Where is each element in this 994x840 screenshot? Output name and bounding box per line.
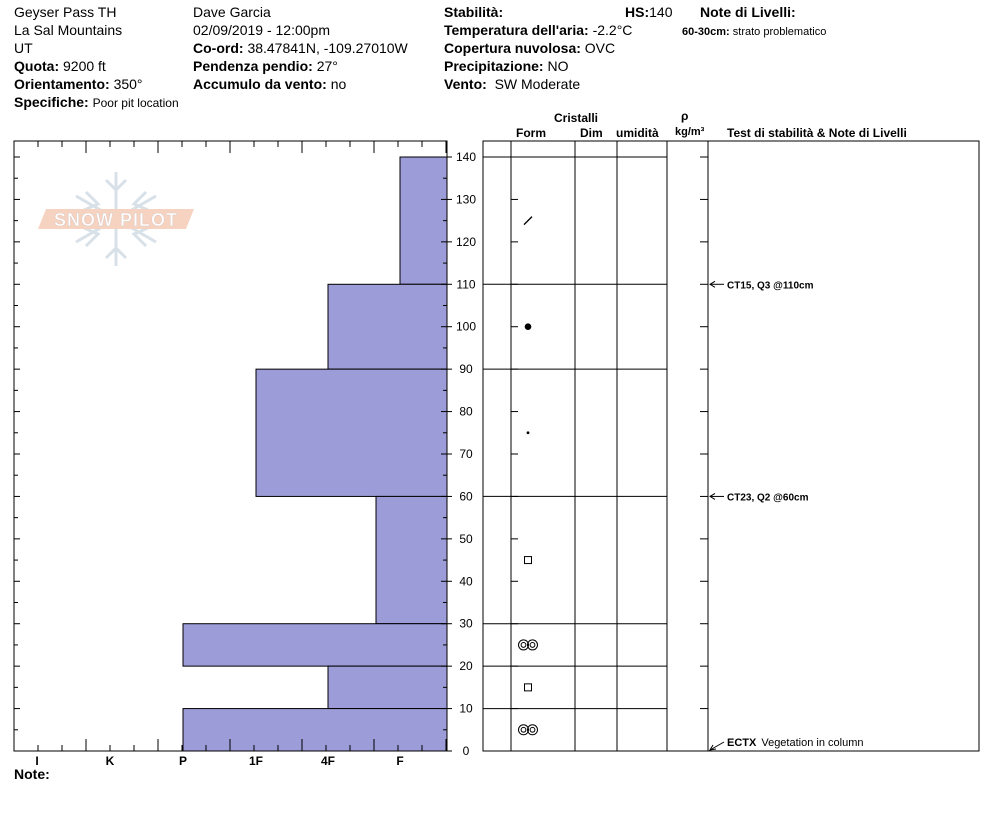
hardness-label-P: P bbox=[178, 754, 188, 768]
crystal-form-4 bbox=[519, 640, 538, 650]
hardness-bar-5 bbox=[328, 666, 447, 708]
snowpilot-logo bbox=[38, 172, 194, 266]
state: UT bbox=[14, 40, 33, 56]
test-label-0: CT15, Q3 @110cm bbox=[727, 280, 814, 292]
precip-value: NO bbox=[547, 58, 569, 74]
air-temp-value: -2.2°C bbox=[592, 22, 633, 38]
stability-test-notes bbox=[710, 280, 863, 750]
sky-value: OVC bbox=[584, 40, 616, 56]
hardness-axis bbox=[35, 754, 403, 768]
hardness-bar-0 bbox=[400, 157, 447, 284]
crystal-form-6-inner-0 bbox=[521, 727, 526, 732]
coord-value: 38.47841N, -109.27010W bbox=[247, 40, 408, 56]
hs-value: 140 bbox=[649, 4, 673, 20]
hardness-bar-4 bbox=[183, 624, 447, 666]
depth-tick-label-0: 0 bbox=[462, 744, 470, 758]
elevation-value: 9200 ft bbox=[63, 58, 106, 74]
crystal-form-0 bbox=[524, 217, 532, 225]
air-temp-label: Temperatura dell'aria: bbox=[444, 22, 589, 38]
hardness-bars bbox=[183, 157, 447, 751]
depth-axis bbox=[447, 150, 476, 758]
depth-tick-label-110: 110 bbox=[456, 277, 476, 292]
crystal-form-4-inner-0 bbox=[521, 643, 526, 648]
hardness-label-F: F bbox=[396, 754, 404, 768]
crystals-header: Cristalli bbox=[554, 111, 599, 125]
crystal-form-5 bbox=[525, 684, 532, 691]
specifics-value: Poor pit location bbox=[92, 96, 179, 110]
hardness-bar-3 bbox=[376, 496, 447, 623]
aspect-value: 350° bbox=[113, 76, 143, 92]
depth-tick-label-60: 60 bbox=[459, 489, 473, 504]
wind-label: Vento: bbox=[444, 76, 487, 92]
slope-value: 27° bbox=[316, 58, 338, 74]
tests-header: Test di stabilità & Note di Livelli bbox=[727, 126, 907, 140]
table-frame bbox=[483, 141, 979, 751]
datetime: 02/09/2019 - 12:00pm bbox=[193, 22, 330, 38]
crystal-form-6-inner-1 bbox=[530, 727, 535, 732]
precip-label: Precipitazione: bbox=[444, 58, 544, 74]
coord-label: Co-ord: bbox=[193, 40, 244, 56]
crystal-form-4-inner-1 bbox=[530, 643, 535, 648]
crystal-forms bbox=[519, 217, 538, 735]
depth-tick-label-20: 20 bbox=[459, 659, 473, 674]
crystal-form-1 bbox=[525, 323, 532, 330]
depth-tick-label-70: 70 bbox=[459, 447, 473, 461]
specifics-label: Specifiche: bbox=[14, 94, 89, 110]
layer-notes-label: Note di Livelli: bbox=[700, 4, 796, 20]
hardness-label-1F: 1F bbox=[248, 754, 264, 768]
density-unit-header: kg/m³ bbox=[675, 126, 705, 138]
wind-load-value: no bbox=[330, 76, 347, 92]
crystal-form-6 bbox=[519, 725, 538, 735]
rho-header: ρ bbox=[681, 109, 689, 123]
test-label-1: CT23, Q2 @60cm bbox=[727, 492, 809, 504]
crystal-form-3 bbox=[525, 557, 532, 564]
hs-label: HS: bbox=[625, 4, 650, 20]
dim-header: Dim bbox=[580, 126, 603, 140]
depth-tick-label-140: 140 bbox=[455, 150, 477, 164]
elevation-label: Quota: bbox=[14, 58, 60, 74]
wind-load-label: Accumulo da vento: bbox=[193, 76, 327, 92]
depth-tick-label-100: 100 bbox=[455, 319, 477, 334]
depth-tick-label-30: 30 bbox=[459, 616, 473, 631]
mountain-range: La Sal Mountains bbox=[14, 22, 123, 38]
hardness-bar-2 bbox=[256, 369, 447, 496]
depth-tick-label-90: 90 bbox=[459, 362, 473, 377]
hardness-label-K: K bbox=[105, 754, 115, 768]
form-header: Form bbox=[516, 126, 546, 140]
depth-tick-label-130: 130 bbox=[455, 192, 477, 207]
moisture-header: umidità bbox=[616, 126, 659, 140]
hardness-label-I: I bbox=[35, 754, 39, 768]
hardness-label-4F: 4F bbox=[320, 754, 336, 768]
layer-table bbox=[483, 141, 979, 751]
aspect-label: Orientamento: bbox=[14, 76, 110, 92]
crystal-form-2 bbox=[527, 431, 530, 434]
sky-label: Copertura nuvolosa: bbox=[444, 40, 581, 56]
hardness-bar-6 bbox=[183, 709, 447, 751]
slope-label: Pendenza pendio: bbox=[193, 58, 313, 74]
logo-text: SNOW PILOT bbox=[54, 210, 178, 230]
depth-tick-label-10: 10 bbox=[459, 701, 473, 716]
stability-label: Stabilità: bbox=[444, 4, 504, 20]
depth-tick-label-40: 40 bbox=[459, 574, 473, 589]
layer-note-key: 60-30cm: bbox=[682, 26, 730, 38]
note-label: Note: bbox=[14, 766, 50, 782]
wind-value: SW Moderate bbox=[494, 76, 581, 92]
hardness-bar-1 bbox=[328, 284, 447, 369]
location-name: Geyser Pass TH bbox=[14, 4, 117, 20]
depth-tick-label-120: 120 bbox=[455, 234, 477, 249]
layer-note-value: strato problematico bbox=[732, 26, 827, 38]
test-label-2 bbox=[727, 737, 863, 749]
observer: Dave Garcia bbox=[193, 4, 271, 20]
depth-tick-label-50: 50 bbox=[459, 531, 473, 546]
test-code-2: ECTX bbox=[727, 737, 757, 749]
depth-tick-label-80: 80 bbox=[459, 404, 473, 419]
test-note-2: Vegetation in column bbox=[761, 737, 864, 749]
